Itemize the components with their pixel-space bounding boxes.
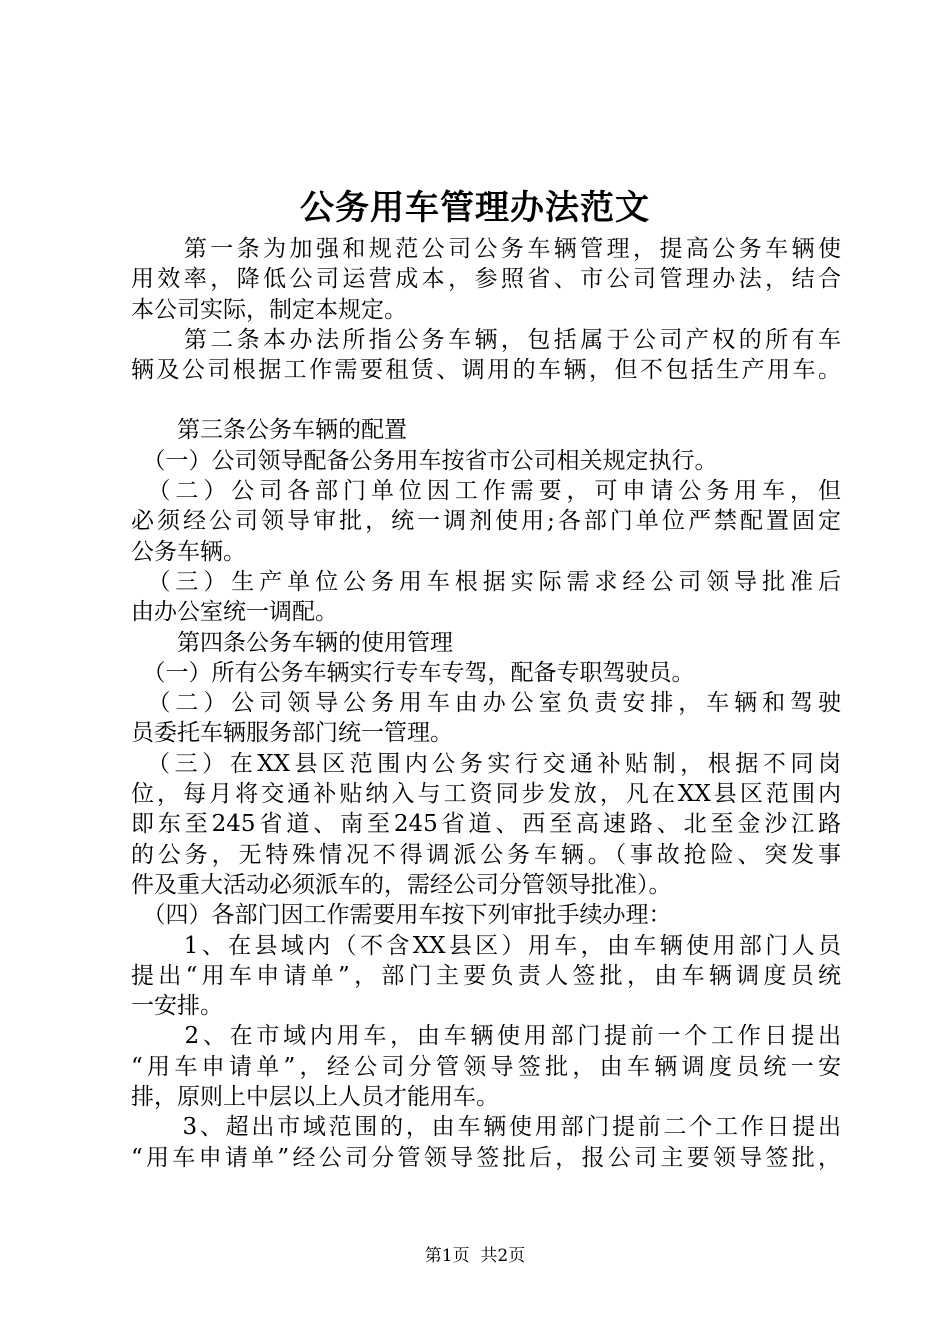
text-line: “用车申请单”，经公司分管领导签批，由车辆调度员统一安 — [131, 1053, 841, 1080]
text-line: 件及重大活动必须派车的，需经公司分管领导批准）。 — [131, 871, 672, 898]
text-line: 的公务，无特殊情况不得调派公务车辆。（事故抢险、突发事 — [131, 841, 841, 868]
text-line: 必须经公司领导审批，统一调剂使用;各部门单位严禁配置固定 — [131, 508, 841, 535]
text-line: （三）在XX县区范围内公务实行交通补贴制，根据不同岗 — [131, 750, 841, 777]
text-line: 即东至245省道、南至245省道、西至高速路、北至金沙江路 — [131, 811, 841, 838]
text-line: （三）生产单位公务用车根据实际需求经公司领导批准后 — [131, 568, 841, 595]
text-line: （一）公司领导配备公务用车按省市公司相关规定执行。 — [131, 447, 718, 474]
text-line: 1、在县域内（不含XX县区）用车，由车辆使用部门人员 — [131, 932, 841, 959]
text-line: “用车申请单”经公司分管领导签批后，报公司主要领导签批， — [131, 1144, 841, 1171]
text-line: 由办公室统一调配。 — [131, 599, 338, 626]
text-line: 本公司实际，制定本规定。 — [131, 296, 407, 323]
text-line: 第二条本办法所指公务车辆，包括属于公司产权的所有车 — [131, 326, 841, 353]
text-line: 用效率，降低公司运营成本，参照省、市公司管理办法，结合 — [131, 266, 841, 293]
text-line: 位，每月将交通补贴纳入与工资同步发放，凡在XX县区范围内 — [131, 781, 841, 808]
text-line: 第一条为加强和规范公司公务车辆管理，提高公务车辆使 — [131, 236, 841, 262]
text-line: 公务车辆。 — [131, 538, 246, 565]
text-line: 第三条公务车辆的配置 — [131, 417, 407, 444]
text-line: 3、超出市域范围的，由车辆使用部门提前二个工作日提出 — [131, 1114, 841, 1141]
document-body — [131, 234, 841, 1173]
text-line: （四）各部门因工作需要用车按下列审批手续办理： — [131, 902, 672, 929]
text-line: 辆及公司根据工作需要租赁、调用的车辆，但不包括生产用车。 — [131, 357, 841, 384]
document-title: 公务用车管理办法范文 — [300, 188, 650, 228]
paragraph-spacer — [131, 385, 841, 415]
text-line: 排，原则上中层以上人员才能用车。 — [131, 1084, 499, 1111]
text-line: 员委托车辆服务部门统一管理。 — [131, 720, 453, 747]
text-line: （二）公司领导公务用车由办公室负责安排，车辆和驾驶 — [131, 690, 841, 717]
text-line: 提出“用车申请单”，部门主要负责人签批，由车辆调度员统 — [131, 962, 841, 989]
text-line: （二）公司各部门单位因工作需要，可申请公务用车，但 — [131, 478, 841, 505]
text-line: （一）所有公务车辆实行专车专驾，配备专职驾驶员。 — [131, 659, 695, 686]
text-line: 2、在市域内用车，由车辆使用部门提前一个工作日提出 — [131, 1023, 841, 1050]
text-line: 一安排。 — [131, 993, 223, 1020]
text-line: 第四条公务车辆的使用管理 — [131, 629, 453, 656]
page-number: 第1页 共2页 — [424, 1246, 526, 1266]
